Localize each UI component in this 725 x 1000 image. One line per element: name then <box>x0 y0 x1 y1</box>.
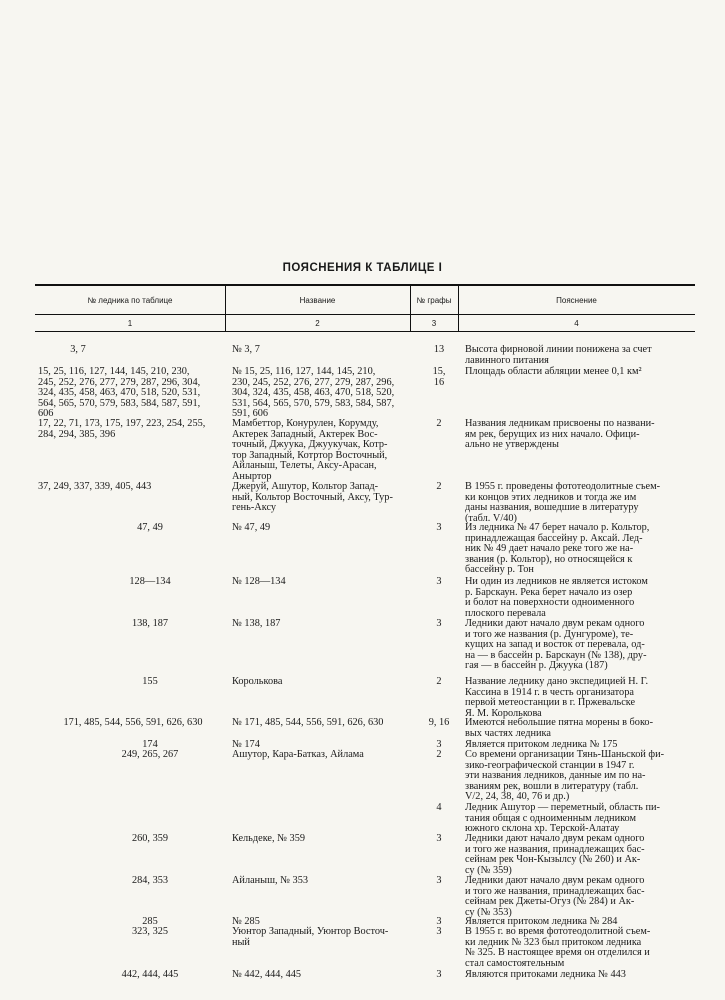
column-ref: 3 <box>436 833 442 844</box>
explanation: В 1955 г. проведены фототеодолитные съем- ки концов этих ледников и тогда же им даны названия, вошедшие в литературу (табл. V/40) <box>465 481 661 524</box>
explanation: Является притоком ледника № 284 <box>465 916 618 927</box>
column-ref: 2 <box>436 418 442 429</box>
glacier-name: № 47, 49 <box>232 522 271 533</box>
glacier-numbers: 155 <box>142 676 158 687</box>
explanation: Ледники дают начало двум рекам одного и того же названия, принадлежащих бас- сейнам рек Джеты-Огуз (№ 284) и Ак- су (№ 353) <box>465 875 645 918</box>
header-explanation: Пояснение <box>556 296 597 305</box>
glacier-numbers: 47, 49 <box>137 522 163 533</box>
glacier-numbers: 442, 444, 445 <box>121 969 179 980</box>
glacier-name: № 174 <box>232 739 260 750</box>
explanation: Из ледника № 47 берет начало р. Кольтор, принадлежащая бассейну р. Аксай. Лед- ник № 49 дает начало реке того же на- звания (р. Кольтор), но относящейся к бассейну р. Тон <box>465 522 650 575</box>
column-index: 4 <box>574 319 579 328</box>
explanation: В 1955 г. во время фототеодолитной съем- ки ледник № 323 был притоком ледника № 325. В настоящее время он отделился и стал самостоятельным <box>465 926 651 969</box>
header-name: Название <box>299 296 336 305</box>
explanation: Со времени организации Тянь-Шаньской фи- зико-географической станции в 1947 г. эти названия ледников, данные им по на- званиям рек, вошли в литературу (табл. V/2, 24, 38, 40, 76 и др.) <box>465 749 665 802</box>
glacier-numbers: 3, 7 <box>70 344 86 355</box>
glacier-numbers: 284, 353 <box>131 875 169 886</box>
column-ref: 13 <box>433 344 445 355</box>
explanation: Площадь области абляции менее 0,1 км² <box>465 366 642 377</box>
glacier-name: Королькова <box>232 676 283 687</box>
column-ref: 3 <box>436 875 442 886</box>
glacier-numbers: 174 <box>142 739 158 750</box>
column-ref: 2 <box>436 676 442 687</box>
glacier-name: № 442, 444, 445 <box>232 969 302 980</box>
column-ref: 15, 16 <box>432 366 446 388</box>
glacier-name: № 171, 485, 544, 556, 591, 626, 630 <box>232 717 384 728</box>
explanation: Являются притоками ледника № 443 <box>465 969 626 980</box>
column-index: 1 <box>127 319 133 328</box>
glacier-numbers: 138, 187 <box>131 618 169 629</box>
column-ref: 3 <box>436 618 442 629</box>
header-glacier-number: № ледника по таблице <box>87 296 173 305</box>
glacier-numbers: 17, 22, 71, 173, 175, 197, 223, 254, 255, 284, 294, 385, 396 <box>38 418 206 440</box>
explanation: Ни один из ледников не является истоком р. Барскаун. Река берет начало из озер и болот на поверхности одноименного плоского перевала <box>465 576 648 619</box>
explanation: Высота фирновой линии понижена за счет лавинного питания <box>465 344 652 366</box>
glacier-name: Джеруй, Ашутор, Кольтор Запад- ный, Кольтор Восточный, Аксу, Тур- гень-Аксу <box>232 481 393 513</box>
glacier-name: № 3, 7 <box>232 344 260 355</box>
column-ref: 3 <box>436 576 442 587</box>
glacier-name: № 138, 187 <box>232 618 281 629</box>
column-ref: 3 <box>436 916 442 927</box>
explanation: Имеются небольшие пятна морены в боко- вых частях ледника <box>465 717 654 739</box>
page-title: ПОЯСНЕНИЯ К ТАБЛИЦЕ I <box>282 262 443 274</box>
explanation: Ледники дают начало двум рекам одного и того же названия, принадлежащих бас- сейнам рек Чон-Кызылсу (№ 260) и Ак- су (№ 359) <box>465 833 645 876</box>
glacier-name: Айланыш, № 353 <box>232 875 309 886</box>
explanation: Название леднику дано экспедицией Н. Г. Кассина в 1914 г. в честь организатора первой метеостанции в г. Пржевальске Я. М. Королькова <box>465 676 649 719</box>
column-ref: 3 <box>436 522 442 533</box>
glacier-name: № 285 <box>232 916 260 927</box>
explanation: Ледники дают начало двум рекам одного и того же названия (р. Дунгуроме), те- кущих на запад и восток от перевала, од- на — в бассейн р. Барскаун (№ 138), дру- гая — в бассейн р. Джуука (187) <box>465 618 647 671</box>
header-column-number: № графы <box>416 296 452 305</box>
glacier-numbers: 171, 485, 544, 556, 591, 626, 630 <box>63 717 203 728</box>
glacier-name: Ашутор, Кара-Батказ, Айлама <box>232 749 364 760</box>
glacier-numbers: 285 <box>142 916 158 927</box>
column-ref: 3 <box>436 926 442 937</box>
glacier-numbers: 323, 325 <box>131 926 169 937</box>
glacier-numbers: 37, 249, 337, 339, 405, 443 <box>38 481 152 492</box>
column-ref: 2 <box>436 481 442 492</box>
column-number-row <box>35 316 695 330</box>
glacier-name: № 128—134 <box>232 576 286 587</box>
explanation: Названия ледникам присвоены по названи- ям рек, берущих из них начало. Офици- ально не утверждены <box>465 418 655 450</box>
glacier-numbers: 260, 359 <box>131 833 169 844</box>
glacier-numbers: 128—134 <box>129 576 171 587</box>
column-ref: 9, 16 <box>428 717 450 728</box>
glacier-name: Кельдеке, № 359 <box>232 833 305 844</box>
column-index: 3 <box>431 319 437 328</box>
glacier-numbers: 249, 265, 267 <box>121 749 179 760</box>
column-ref: 2 <box>436 749 442 760</box>
table-header <box>35 286 695 314</box>
table-body-rule <box>35 331 695 332</box>
column-index: 2 <box>315 319 320 328</box>
column-ref: 3 <box>436 969 442 980</box>
explanation: Ледник Ашутор — переметный, область пи- тания общая с одноименным ледником южного склона хр. Терской-Алатау <box>465 802 660 834</box>
column-ref: 4 <box>436 802 442 813</box>
glacier-name: № 15, 25, 116, 127, 144, 145, 210, 230, 245, 252, 276, 277, 279, 287, 296, 304, 324, 435, 458, 463, 470, 518, 520, 531, 564, 565, 570, 579, 583, 584, 587, 591, 606 <box>232 366 395 419</box>
header-divider-rule <box>35 314 695 315</box>
glacier-name: Мамбеттор, Конурулен, Корумду, Актерек Западный, Актерек Вос- точный, Джуука, Джуукучак, Котр- тор Западный, Котртор Восточный, Айланыш, Телеты, Аксу-Арасан, Аныртор <box>232 418 388 482</box>
glacier-numbers: 15, 25, 116, 127, 144, 145, 210, 230, 245, 252, 276, 277, 279, 287, 296, 304, 324, 435, 458, 463, 470, 518, 520, 531, 564, 565, 570, 579, 583, 584, 587, 591, 606 <box>38 366 201 419</box>
column-ref: 3 <box>436 739 442 750</box>
explanation: Является притоком ледника № 175 <box>465 739 618 750</box>
glacier-name: Уюнтор Западный, Уюнтор Восточ- ный <box>232 926 389 948</box>
